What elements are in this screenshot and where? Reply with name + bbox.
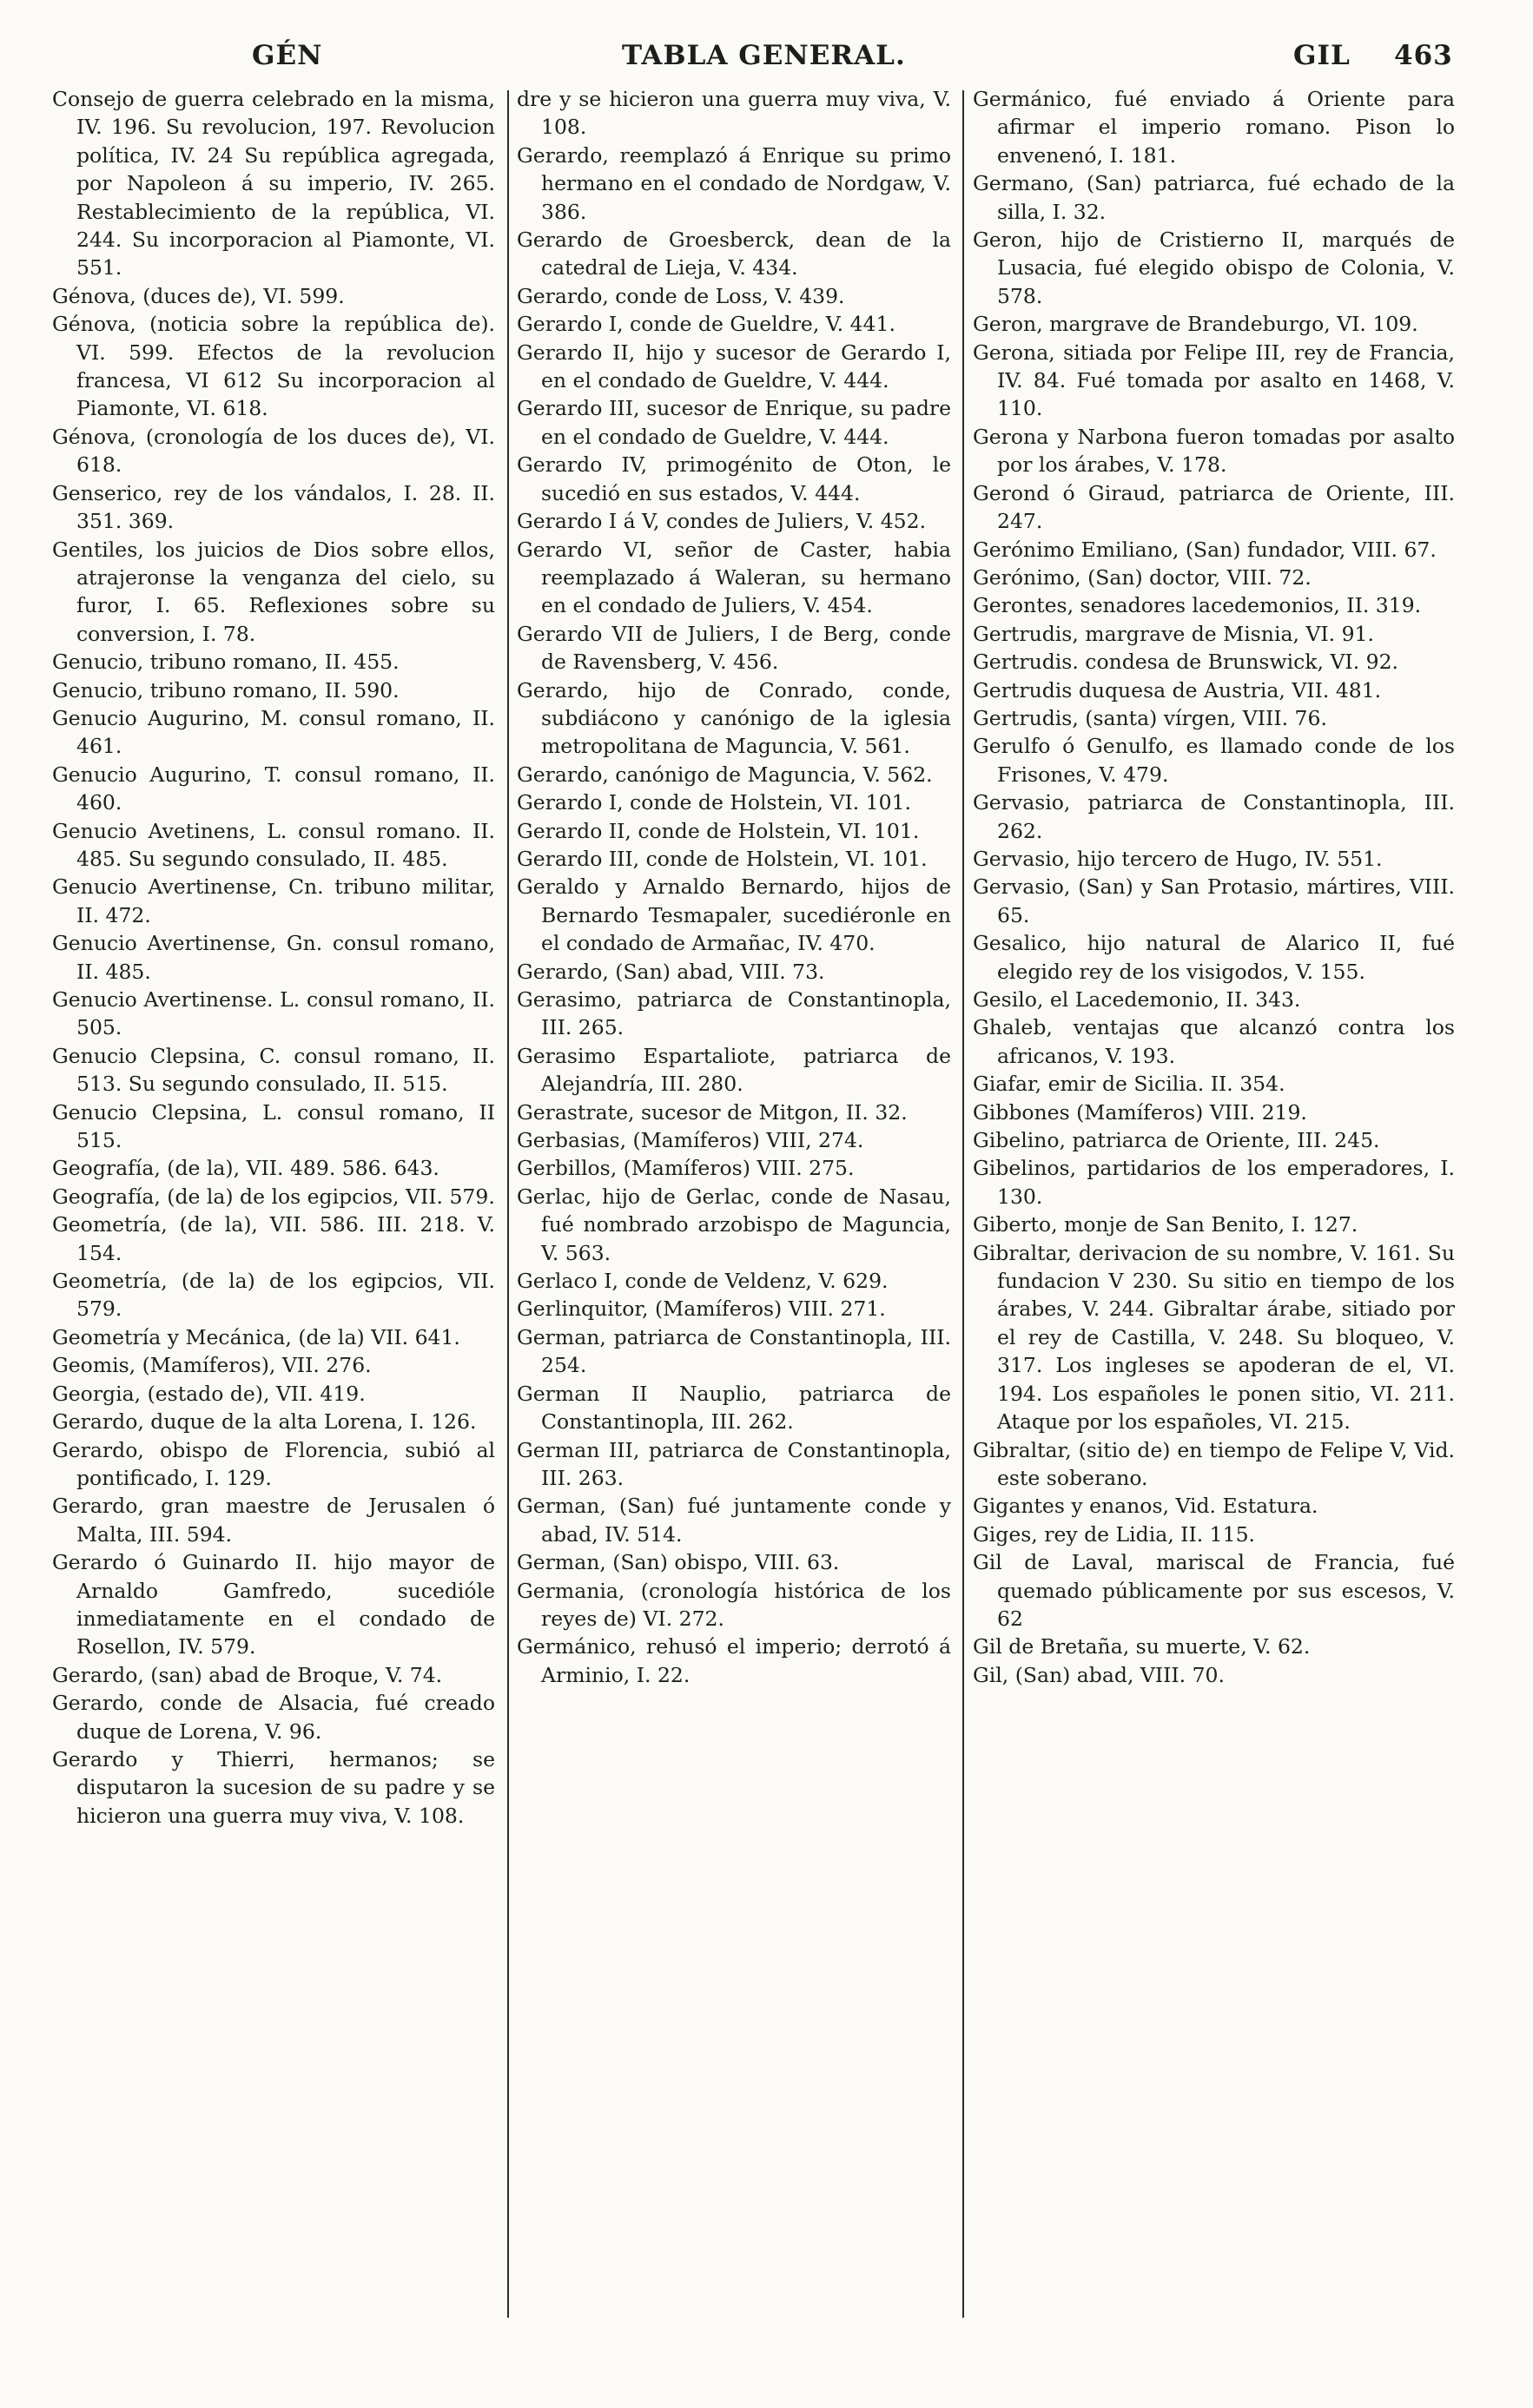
index-entry: Gerasimo, patriarca de Constantinopla, III. 265.: [517, 987, 951, 1040]
index-entry: Gerardo, conde de Loss, V. 439.: [517, 283, 845, 308]
index-entry: Gerardo II, hijo y sucesor de Gerardo I, en el condado de Gueldre, V. 444.: [517, 340, 951, 393]
index-entry: Gil, (San) abad, VIII. 70.: [973, 1662, 1225, 1687]
index-entry: Ghaleb, ventajas que alcanzó contra los africanos, V. 193.: [973, 1015, 1455, 1068]
index-entry: Gerardo I á V, condes de Juliers, V. 452.: [517, 509, 927, 534]
index-entry: Geraldo y Arnaldo Bernardo, hijos de Bernardo Tesmapaler, sucediéronle en el condado de Armañac, IV. 470.: [517, 874, 951, 956]
index-entry: Gerardo I, conde de Holstein, VI. 101.: [517, 790, 912, 815]
index-entry: German, (San) obispo, VIII. 63.: [517, 1550, 840, 1575]
index-entry: Gertrudis duquesa de Austria, VII. 481.: [973, 677, 1382, 703]
index-entry: Geomis, (Mamíferos), VII. 276.: [52, 1353, 372, 1378]
index-entry: Giberto, monje de San Benito, I. 127.: [973, 1212, 1358, 1237]
index-entry: Gerardo VI, señor de Caster, habia reemplazado á Waleran, su hermano en el condado de Juliers, V. 454.: [517, 537, 951, 618]
index-entry: Gerardo I, conde de Gueldre, V. 441.: [517, 312, 895, 337]
index-entry: Genucio Avertinense, Gn. consul romano, II. 485.: [52, 931, 495, 984]
index-entry: Germano, (San) patriarca, fué echado de la silla, I. 32.: [973, 171, 1455, 224]
index-entry: Genucio Clepsina, L. consul romano, II 515.: [52, 1099, 495, 1153]
index-entry: Genucio, tribuno romano, II. 455.: [52, 650, 400, 675]
index-entry: Gil de Bretaña, su muerte, V. 62.: [973, 1634, 1311, 1659]
header-left-keyword: GÉN: [252, 40, 323, 71]
index-entry: Gertrudis. condesa de Brunswick, VI. 92.: [973, 650, 1399, 675]
index-entry: German III, patriarca de Constantinopla, III. 263.: [517, 1437, 951, 1490]
index-entry: Gerardo II, conde de Holstein, VI. 101.: [517, 818, 920, 843]
index-entry: Genucio Avertinense, Cn. tribuno militar, II. 472.: [52, 874, 495, 927]
index-entry: Gerardo de Groesberck, dean de la catedral de Lieja, V. 434.: [517, 228, 951, 280]
header-right-keyword: GIL: [1293, 40, 1351, 71]
index-entry: Germánico, rehusó el imperio; derrotó á Arminio, I. 22.: [517, 1634, 951, 1687]
index-entry: Gentiles, los juicios de Dios sobre ellos, atrajeronse la venganza del cielo, su furor, I. 65. Reflexiones sobre su conversion, I. 78.: [52, 537, 495, 646]
column-3: [973, 85, 1455, 1689]
index-entry: Geografía, (de la), VII. 489. 586. 643.: [52, 1156, 439, 1181]
index-entry: Gerontes, senadores lacedemonios, II. 319.: [973, 593, 1422, 618]
index-entry: Gibraltar, (sitio de) en tiempo de Felipe V, Vid. este soberano.: [973, 1437, 1455, 1490]
index-entry: Geron, hijo de Cristierno II, marqués de Lusacia, fué elegido obispo de Colonia, V. 578.: [973, 228, 1455, 308]
index-entry: Gervasio, patriarca de Constantinopla, III. 262.: [973, 790, 1455, 843]
index-entry: German, (San) fué juntamente conde y abad, IV. 514.: [517, 1494, 951, 1547]
index-entry: dre y se hicieron una guerra muy viva, V. 108.: [517, 87, 951, 140]
index-entry: Gerlinquitor, (Mamíferos) VIII. 271.: [517, 1296, 886, 1322]
index-entry: Geografía, (de la) de los egipcios, VII. 579.: [52, 1184, 495, 1209]
index-entry: Georgia, (estado de), VII. 419.: [52, 1381, 366, 1406]
index-entry: Gerardo y Thierri, hermanos; se disputaron la sucesion de su padre y se hicieron una guerra muy viva, V. 108.: [52, 1746, 495, 1828]
index-entry: Genucio Augurino, M. consul romano, II. 461.: [52, 705, 495, 759]
index-entry: Gervasio, (San) y San Protasio, mártires, VIII. 65.: [973, 874, 1455, 927]
index-entry: Gerona, sitiada por Felipe III, rey de Francia, IV. 84. Fué tomada por asalto en 1468, V. 110.: [973, 340, 1455, 421]
column-1: [52, 85, 495, 1830]
index-entry: Gerardo IV, primogénito de Oton, le sucedió en sus estados, V. 444.: [517, 452, 951, 505]
index-entry: Gesilo, el Lacedemonio, II. 343.: [973, 987, 1301, 1012]
column-divider: [962, 90, 964, 2318]
index-entry: Gerbillos, (Mamíferos) VIII. 275.: [517, 1156, 855, 1181]
index-entry: Gibelinos, partidarios de los emperadores, I. 130.: [973, 1156, 1455, 1209]
index-entry: Gerulfo ó Genulfo, es llamado conde de los Frisones, V. 479.: [973, 734, 1455, 787]
index-entry: Gerardo III, conde de Holstein, VI. 101.: [517, 846, 928, 871]
index-entry: Gerona y Narbona fueron tomadas por asalto por los árabes, V. 178.: [973, 424, 1455, 478]
index-entry: German, patriarca de Constantinopla, III. 254.: [517, 1324, 951, 1378]
index-entry: Gerardo III, sucesor de Enrique, su padre en el condado de Gueldre, V. 444.: [517, 396, 951, 449]
index-entry: Gerardo ó Guinardo II. hijo mayor de Arnaldo Gamfredo, sucedióle inmediatamente en el condado de Rosellon, IV. 579.: [52, 1550, 495, 1659]
index-entry: Genucio Augurino, T. consul romano, II. 460.: [52, 762, 495, 815]
index-entry: Gerónimo, (San) doctor, VIII. 72.: [973, 564, 1312, 590]
index-entry: Gibraltar, derivacion de su nombre, V. 161. Su fundacion V 230. Su sitio en tiempo de los árabes, V. 244. Gibraltar árabe, sitiado por el rey de Castilla, V. 248. Su bloqueo, V. 317. Los ingleses se apoderan de el, VI. 194. Los españoles le ponen sitio, VI. 211. Ataque por los españoles, VI. 215.: [973, 1240, 1455, 1435]
column-2: [517, 85, 951, 1689]
index-entry: Genucio Avertinense. L. consul romano, II. 505.: [52, 987, 495, 1040]
index-entry: Gerardo, (San) abad, VIII. 73.: [517, 959, 825, 984]
index-entry: Gerardo, gran maestre de Jerusalen ó Malta, III. 594.: [52, 1494, 495, 1547]
index-entry: Gerbasias, (Mamíferos) VIII, 274.: [517, 1128, 864, 1153]
index-entry: Génova, (cronología de los duces de), VI. 618.: [52, 424, 495, 478]
index-entry: Gerardo, canónigo de Maguncia, V. 562.: [517, 762, 933, 787]
index-entry: Gerardo VII de Juliers, I de Berg, conde de Ravensberg, V. 456.: [517, 621, 951, 675]
index-entry: Geometría y Mecánica, (de la) VII. 641.: [52, 1324, 460, 1349]
index-entry: Génova, (duces de), VI. 599.: [52, 283, 345, 308]
index-entry: Geometría, (de la), VII. 586. III. 218. V. 154.: [52, 1212, 495, 1265]
index-entry: Gerónimo Emiliano, (San) fundador, VIII. 67.: [973, 537, 1437, 562]
index-entry: Genserico, rey de los vándalos, I. 28. II. 351. 369.: [52, 480, 495, 534]
column-divider: [507, 90, 509, 2318]
index-entry: Gil de Laval, mariscal de Francia, fué quemado públicamente por sus escesos, V. 62: [973, 1550, 1455, 1631]
header-title: TABLA GENERAL.: [622, 40, 906, 71]
index-entry: Geometría, (de la) de los egipcios, VII. 579.: [52, 1269, 495, 1322]
index-entry: Gerlaco I, conde de Veldenz, V. 629.: [517, 1269, 889, 1294]
index-entry: Génova, (noticia sobre la república de). VI. 599. Efectos de la revolucion francesa, VI 612 Su incorporacion al Piamonte, VI. 618.: [52, 312, 495, 421]
index-entry: Gertrudis, (santa) vírgen, VIII. 76.: [973, 705, 1327, 730]
index-entry: Gibbones (Mamíferos) VIII. 219.: [973, 1099, 1307, 1125]
index-entry: Gertrudis, margrave de Misnia, VI. 91.: [973, 621, 1374, 646]
index-entry: Gesalico, hijo natural de Alarico II, fué elegido rey de los visigodos, V. 155.: [973, 931, 1455, 984]
index-entry: Gibelino, patriarca de Oriente, III. 245.: [973, 1128, 1380, 1153]
index-entry: Giafar, emir de Sicilia. II. 354.: [973, 1072, 1285, 1097]
index-entry: Gerardo, reemplazó á Enrique su primo hermano en el condado de Nordgaw, V. 386.: [517, 142, 951, 224]
index-entry: Gerardo, conde de Alsacia, fué creado duque de Lorena, V. 96.: [52, 1691, 495, 1744]
index-entry: Gervasio, hijo tercero de Hugo, IV. 551.: [973, 846, 1383, 871]
index-entry: Gerond ó Giraud, patriarca de Oriente, III. 247.: [973, 480, 1455, 534]
index-entry: Gerardo, duque de la alta Lorena, I. 126.: [52, 1409, 477, 1435]
index-entry: Gerardo, hijo de Conrado, conde, subdiácono y canónigo de la iglesia metropolitana de Maguncia, V. 561.: [517, 677, 951, 759]
index-entry: Geron, margrave de Brandeburgo, VI. 109.: [973, 312, 1418, 337]
index-entry: Gigantes y enanos, Vid. Estatura.: [973, 1494, 1318, 1519]
page-number: 463: [1394, 40, 1453, 71]
index-entry: Germania, (cronología histórica de los reyes de) VI. 272.: [517, 1578, 951, 1631]
index-entry: Gerastrate, sucesor de Mitgon, II. 32.: [517, 1099, 908, 1125]
index-entry: Genucio Clepsina, C. consul romano, II. 513. Su segundo consulado, II. 515.: [52, 1043, 495, 1097]
index-entry: Consejo de guerra celebrado en la misma, IV. 196. Su revolucion, 197. Revolucion política, IV. 24 Su república agregada, por Napoleon á su imperio, IV. 265. Restablecimiento de la república, VI. 244. Su incorporacion al Piamonte, VI. 551.: [52, 87, 495, 280]
index-entry: Genucio, tribuno romano, II. 590.: [52, 677, 400, 703]
index-entry: German II Nauplio, patriarca de Constantinopla, III. 262.: [517, 1381, 951, 1435]
index-entry: Genucio Avetinens, L. consul romano. II. 485. Su segundo consulado, II. 485.: [52, 818, 495, 871]
index-entry: Giges, rey de Lidia, II. 115.: [973, 1521, 1256, 1547]
index-entry: Gerardo, obispo de Florencia, subió al pontificado, I. 129.: [52, 1437, 495, 1490]
index-entry: Gerasimo Espartaliote, patriarca de Alejandría, III. 280.: [517, 1043, 951, 1097]
index-entry: Gerlac, hijo de Gerlac, conde de Nasau, fué nombrado arzobispo de Maguncia, V. 563.: [517, 1184, 951, 1265]
index-entry: Gerardo, (san) abad de Broque, V. 74.: [52, 1662, 443, 1687]
index-entry: Germánico, fué enviado á Oriente para afirmar el imperio romano. Pison lo envenenó, I. 181.: [973, 87, 1455, 168]
